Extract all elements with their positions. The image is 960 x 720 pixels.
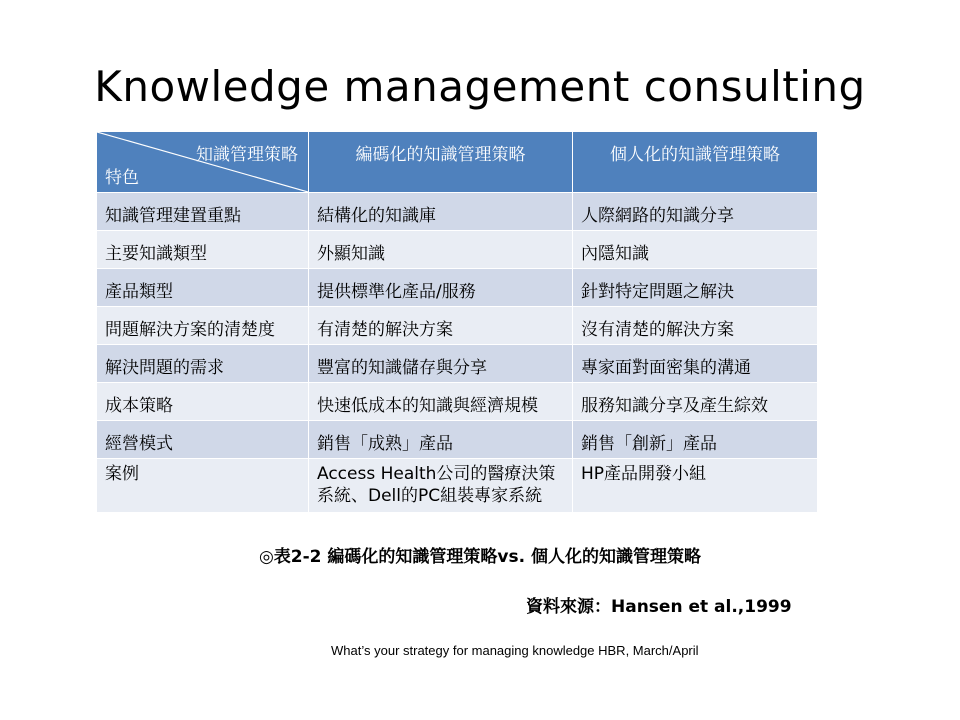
table-row (97, 421, 818, 459)
slide-title: Knowledge management consulting (94, 62, 866, 111)
row-codified: 結構化的知識庫 (309, 193, 573, 231)
strategy-comparison-table (96, 131, 818, 513)
row-codified: 豐富的知識儲存與分享 (309, 345, 573, 383)
row-feature: 主要知識類型 (97, 231, 309, 269)
row-personal: 銷售「創新」產品 (573, 421, 818, 459)
table-header-row (97, 132, 818, 193)
row-personal: 服務知識分享及產生綜效 (573, 383, 818, 421)
row-feature: 成本策略 (97, 383, 309, 421)
row-personal: 內隱知識 (573, 231, 818, 269)
row-personal: 沒有清楚的解決方案 (573, 307, 818, 345)
table-row (97, 459, 818, 513)
corner-label-feature: 特色 (105, 168, 139, 188)
table-row (97, 383, 818, 421)
row-feature: 經營模式 (97, 421, 309, 459)
table-row (97, 269, 818, 307)
row-personal: 人際網路的知識分享 (573, 193, 818, 231)
row-codified: Access Health公司的醫療決策系統、Dell的PC組裝專家系統 (309, 459, 573, 513)
row-codified: 快速低成本的知識與經濟規模 (309, 383, 573, 421)
row-feature: 知識管理建置重點 (97, 193, 309, 231)
row-personal: HP產品開發小組 (573, 459, 818, 513)
table-row (97, 307, 818, 345)
header-personalized-strategy: 個人化的知識管理策略 (573, 132, 818, 193)
row-feature: 案例 (97, 459, 309, 513)
header-codified-strategy: 編碼化的知識管理策略 (309, 132, 573, 193)
row-feature: 產品類型 (97, 269, 309, 307)
row-codified: 提供標準化產品/服務 (309, 269, 573, 307)
citation-note: What’s your strategy for managing knowledge HBR, March/April (331, 643, 699, 658)
table-corner-cell (97, 132, 309, 193)
table-row (97, 345, 818, 383)
corner-label-strategy: 知識管理策略 (196, 145, 298, 165)
table-row (97, 193, 818, 231)
row-personal: 專家面對面密集的溝通 (573, 345, 818, 383)
source-note: 資料來源：Hansen et al.,1999 (526, 597, 792, 617)
table-caption: ◎表2-2 編碼化的知識管理策略vs. 個人化的知識管理策略 (258, 547, 702, 567)
row-feature: 解決問題的需求 (97, 345, 309, 383)
row-feature: 問題解決方案的清楚度 (97, 307, 309, 345)
row-personal: 針對特定問題之解決 (573, 269, 818, 307)
row-codified: 外顯知識 (309, 231, 573, 269)
row-codified: 銷售「成熟」產品 (309, 421, 573, 459)
row-codified: 有清楚的解決方案 (309, 307, 573, 345)
table-row (97, 231, 818, 269)
